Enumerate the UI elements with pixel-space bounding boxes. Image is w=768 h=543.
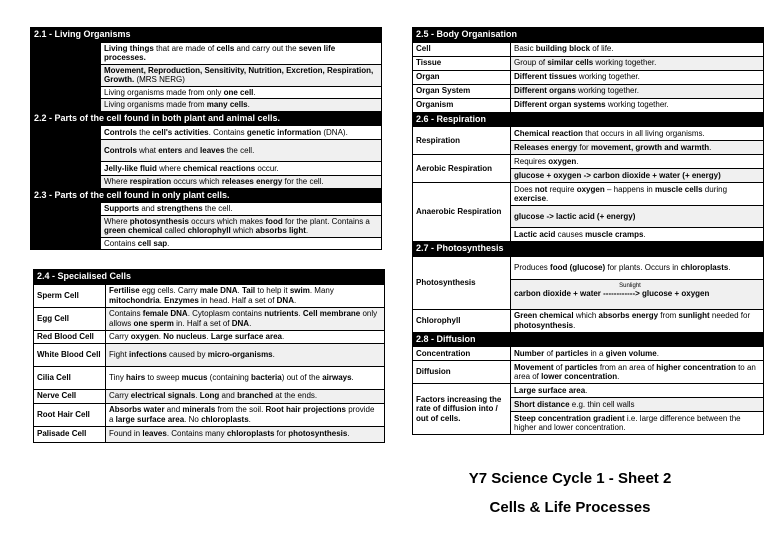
definition-row	[413, 42, 764, 56]
definition-cell: Different organ systems working together.	[511, 98, 764, 112]
section-header-row	[413, 332, 764, 347]
hidden-term-cell[interactable]	[31, 215, 101, 237]
term-cell: Diffusion	[413, 361, 511, 384]
definition-cell: glucose -> lactic acid (+ energy)	[511, 206, 764, 228]
hidden-term-cell[interactable]	[31, 203, 101, 216]
definition-cell: Fertilise egg cells. Carry male DNA. Tail to help it swim. Many mitochondria. Enzymes in head. Half a set of DNA.	[106, 284, 385, 307]
term-cell: Organ	[413, 70, 511, 84]
term-cell: Chlorophyll	[413, 309, 511, 332]
definition-row	[31, 126, 382, 140]
sheet-subtitle: Cells & Life Processes	[489, 499, 651, 516]
definition-cell: Tiny hairs to sweep mucus (containing bacteria) out of the airways.	[106, 366, 385, 389]
definition-cell: glucose + oxygen -> carbon dioxide + water (+ energy)	[511, 169, 764, 183]
definition-row	[34, 366, 385, 389]
knowledge-table	[30, 27, 382, 250]
definition-row	[413, 183, 764, 206]
section-header-row	[31, 28, 382, 43]
definition-row	[413, 56, 764, 70]
hidden-term-cell[interactable]	[31, 126, 101, 140]
definition-row	[34, 343, 385, 366]
section-header-row	[413, 112, 764, 127]
hidden-term-cell[interactable]	[31, 64, 101, 86]
term-cell: Respiration	[413, 127, 511, 155]
definition-cell: Produces food (glucose) for plants. Occurs in chloroplasts.	[511, 256, 764, 279]
definition-cell: Steep concentration gradient i.e. large difference between the higher and lower concentration.	[511, 412, 764, 435]
term-cell: Aerobic Respiration	[413, 155, 511, 183]
definition-row	[413, 256, 764, 279]
definition-row	[31, 176, 382, 189]
definition-cell: Jelly-like fluid where chemical reactions occur.	[101, 162, 382, 176]
section-header: 2.3 - Parts of the cell found in only plant cells.	[31, 188, 382, 203]
section-header: 2.1 - Living Organisms	[31, 28, 382, 43]
definition-cell: Living things that are made of cells and carry out the seven life processes.	[101, 42, 382, 64]
section-header: 2.5 - Body Organisation	[413, 28, 764, 43]
definition-row	[31, 203, 382, 216]
term-cell: Nerve Cell	[34, 389, 106, 403]
definition-row	[413, 384, 764, 398]
definition-cell: Contains cell sap.	[101, 237, 382, 250]
definition-row	[31, 162, 382, 176]
definition-row	[31, 42, 382, 64]
definition-cell: Controls what enters and leaves the cell.	[101, 140, 382, 162]
section-header: 2.6 - Respiration	[413, 112, 764, 127]
section-header-row	[31, 188, 382, 203]
definition-cell: Basic building block of life.	[511, 42, 764, 56]
term-cell: Cell	[413, 42, 511, 56]
definition-cell: Contains female DNA. Cytoplasm contains nutrients. Cell membrane only allows one sperm in. Half a set of DNA.	[106, 307, 385, 330]
section-header-row	[31, 111, 382, 126]
definition-row	[413, 155, 764, 169]
section-header-row	[413, 28, 764, 43]
term-cell: Cilia Cell	[34, 366, 106, 389]
hidden-term-cell[interactable]	[31, 237, 101, 250]
definition-cell: Lactic acid causes muscle cramps.	[511, 228, 764, 242]
definition-cell: Carry oxygen. No nucleus. Large surface area.	[106, 330, 385, 343]
term-cell: Palisade Cell	[34, 426, 106, 442]
definition-cell: Movement, Reproduction, Sensitivity, Nutrition, Excretion, Respiration, Growth. (MRS NERG)	[101, 64, 382, 86]
definition-cell: Green chemical which absorbs energy from sunlight needed for photosynthesis.	[511, 309, 764, 332]
hidden-term-cell[interactable]	[31, 86, 101, 99]
definition-row	[31, 64, 382, 86]
term-cell: Photosynthesis	[413, 256, 511, 309]
definition-row	[413, 98, 764, 112]
definition-cell: Different organs working together.	[511, 84, 764, 98]
definition-row	[413, 127, 764, 141]
section-header: 2.4 - Specialised Cells	[34, 270, 385, 285]
knowledge-table	[33, 269, 385, 443]
section-header: 2.2 - Parts of the cell found in both plant and animal cells.	[31, 111, 382, 126]
definition-cell: Requires oxygen.	[511, 155, 764, 169]
definition-cell: Fight infections caused by micro-organisms.	[106, 343, 385, 366]
definition-cell: Does not require oxygen – happens in muscle cells during exercise.	[511, 183, 764, 206]
definition-row	[31, 86, 382, 99]
knowledge-table	[412, 27, 764, 435]
definition-row	[34, 403, 385, 426]
term-cell: Organism	[413, 98, 511, 112]
term-cell: Factors increasing the rate of diffusion into / out of cells.	[413, 384, 511, 435]
term-cell: Root Hair Cell	[34, 403, 106, 426]
definition-cell: Absorbs water and minerals from the soil. Root hair projections provide a large surface area. No chloroplasts.	[106, 403, 385, 426]
definition-cell: carbon dioxide + water Sunlight ------------> glucose + oxygen	[511, 279, 764, 309]
term-cell: White Blood Cell	[34, 343, 106, 366]
definition-cell: Different tissues working together.	[511, 70, 764, 84]
term-cell: Egg Cell	[34, 307, 106, 330]
definition-row	[413, 70, 764, 84]
definition-row	[34, 307, 385, 330]
definition-cell: Releases energy for movement, growth and warmth.	[511, 141, 764, 155]
section-header: 2.7 - Photosynthesis	[413, 242, 764, 257]
definition-row	[34, 330, 385, 343]
definition-cell: Group of similar cells working together.	[511, 56, 764, 70]
definition-cell: Movement of particles from an area of higher concentration to an area of lower concentration.	[511, 361, 764, 384]
definition-cell: Where photosynthesis occurs which makes food for the plant. Contains a green chemical called chlorophyll which absorbs light.	[101, 215, 382, 237]
definition-cell: Number of particles in a given volume.	[511, 347, 764, 361]
section-header-row	[413, 242, 764, 257]
definition-cell: Controls the cell's activities. Contains genetic information (DNA).	[101, 126, 382, 140]
section-header: 2.8 - Diffusion	[413, 332, 764, 347]
definition-row	[34, 284, 385, 307]
definition-row	[413, 309, 764, 332]
definition-cell: Chemical reaction that occurs in all living organisms.	[511, 127, 764, 141]
section-header-row	[34, 270, 385, 285]
definition-cell: Short distance e.g. thin cell walls	[511, 398, 764, 412]
definition-row	[413, 84, 764, 98]
hidden-term-cell[interactable]	[31, 176, 101, 189]
definition-cell: Where respiration occurs which releases energy for the cell.	[101, 176, 382, 189]
definition-row	[31, 99, 382, 112]
hidden-term-cell[interactable]	[31, 99, 101, 112]
definition-cell: Living organisms made from only one cell.	[101, 86, 382, 99]
hidden-term-cell[interactable]	[31, 162, 101, 176]
hidden-term-cell[interactable]	[31, 140, 101, 162]
definition-row	[34, 389, 385, 403]
definition-row	[31, 237, 382, 250]
definition-row	[34, 426, 385, 442]
hidden-term-cell[interactable]	[31, 42, 101, 64]
term-cell: Red Blood Cell	[34, 330, 106, 343]
definition-cell: Large surface area.	[511, 384, 764, 398]
term-cell: Anaerobic Respiration	[413, 183, 511, 242]
definition-cell: Found in leaves. Contains many chloroplasts for photosynthesis.	[106, 426, 385, 442]
sheet-title: Y7 Science Cycle 1 - Sheet 2	[468, 470, 672, 487]
term-cell: Organ System	[413, 84, 511, 98]
term-cell: Concentration	[413, 347, 511, 361]
definition-cell: Living organisms made from many cells.	[101, 99, 382, 112]
term-cell: Sperm Cell	[34, 284, 106, 307]
definition-row	[31, 215, 382, 237]
definition-row	[31, 140, 382, 162]
definition-row	[413, 347, 764, 361]
definition-cell: Supports and strengthens the cell.	[101, 203, 382, 216]
term-cell: Tissue	[413, 56, 511, 70]
definition-cell: Carry electrical signals. Long and branched at the ends.	[106, 389, 385, 403]
sunlight-label: Sunlight	[619, 283, 641, 290]
definition-row	[413, 361, 764, 384]
